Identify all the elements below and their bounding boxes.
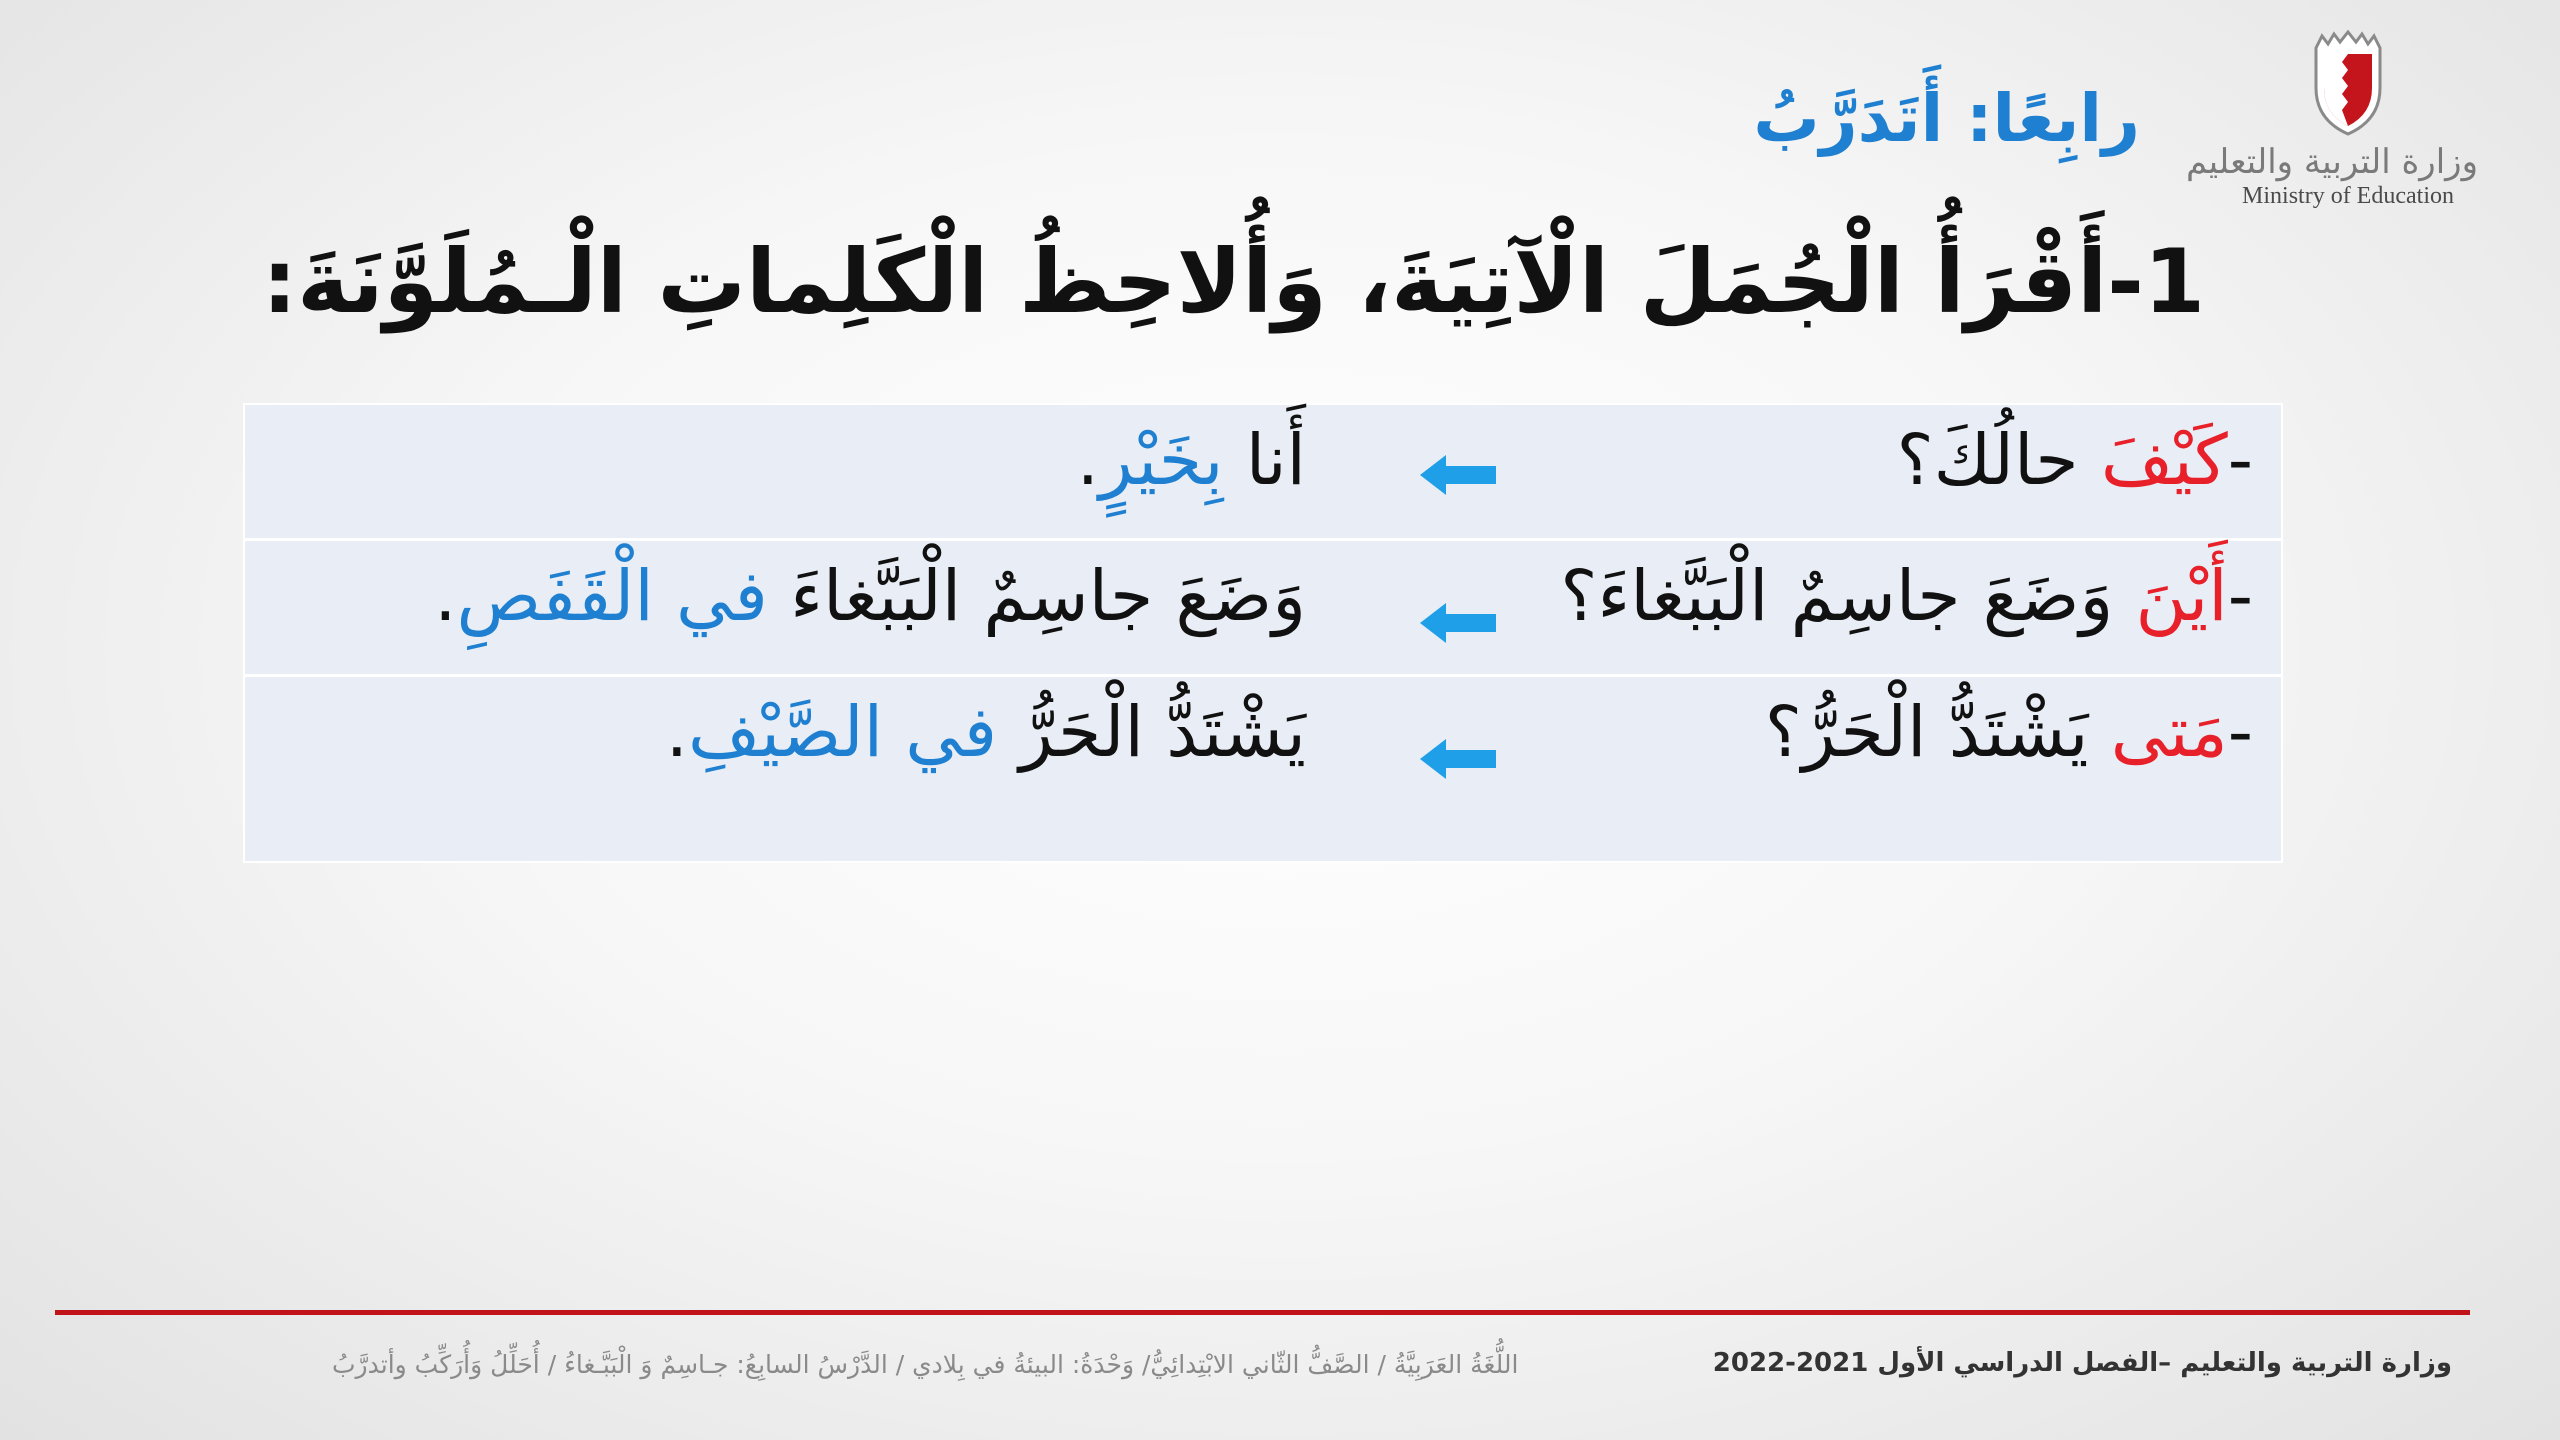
answer-highlight: بِخَيْرٍ — [1099, 419, 1224, 501]
sentences-panel — [243, 403, 2283, 863]
question-rest: وَضَعَ جاسِمٌ الْبَبَّغاءَ؟ — [1560, 555, 2136, 637]
answer-plain: يَشْتَدُّ الْحَرُّ — [997, 691, 1306, 773]
answer-highlight: في الْقَفَصِ — [456, 555, 768, 637]
logo-english-text: Ministry of Education — [2242, 183, 2454, 209]
question-rest: حالُكَ؟ — [1896, 419, 2101, 501]
sentence-row — [245, 541, 2281, 677]
instruction-heading: 1-أَقْرَأُ الْجُمَلَ الْآتِيَةَ، وَأُلاحِظُ الْكَلِماتِ الْـمُلَوَّنَةَ: — [261, 230, 2205, 333]
logo-arabic-text: وزارة التربية والتعليم — [2186, 142, 2478, 182]
footer-ministry-text: وزارة التربية والتعليم –الفصل الدراسي الأول 2021-2022 — [1712, 1348, 2452, 1378]
sentence-row — [245, 405, 2281, 541]
answer-highlight: في الصَّيْفِ — [687, 691, 998, 773]
answer-end: . — [1076, 419, 1100, 501]
answer-plain: وَضَعَ جاسِمٌ الْبَبَّغاءَ — [767, 555, 1306, 637]
ministry-logo — [2186, 28, 2478, 228]
question-word: كَيْفَ — [2100, 419, 2228, 501]
question-rest: يَشْتَدُّ الْحَرُّ؟ — [1764, 691, 2111, 773]
section-title: رابِعًا: أَتَدَرَّبُ — [1753, 80, 2140, 157]
answer-plain: أَنا — [1223, 419, 1306, 501]
arrow-left-icon — [1420, 453, 1496, 497]
question-text — [1560, 555, 2253, 637]
dash: - — [2227, 555, 2253, 637]
answer-end: . — [434, 555, 457, 637]
arrow-left-icon — [1420, 601, 1496, 645]
answer-text — [1077, 419, 1306, 501]
dash: - — [2227, 419, 2253, 501]
arrow-left-icon — [1420, 737, 1496, 781]
answer-text — [434, 555, 1306, 637]
dash: - — [2227, 691, 2253, 773]
sentence-row — [245, 677, 2281, 813]
bahrain-crest-icon — [2308, 28, 2388, 138]
question-word: أَيْنَ — [2135, 555, 2228, 637]
answer-text — [666, 691, 1306, 773]
question-word: مَتى — [2110, 691, 2228, 773]
answer-end: . — [665, 691, 688, 773]
question-text — [1765, 691, 2253, 773]
footer-lesson-path: اللُّغَةُ العَرَبِيَّةُ / الصَّفُّ الثّاني الابْتِدائِيُّ/ وَحْدَةُ: البيئةُ في بِلادي / الدَّرْسُ السابِعُ: جـاسِمٌ وَ الْبَبَّـغاءُ / أُحَلِّلُ وَأُرَكِّبُ وأتدرَّبُ — [332, 1350, 1519, 1379]
footer-divider — [55, 1310, 2470, 1315]
question-text — [1896, 419, 2253, 501]
